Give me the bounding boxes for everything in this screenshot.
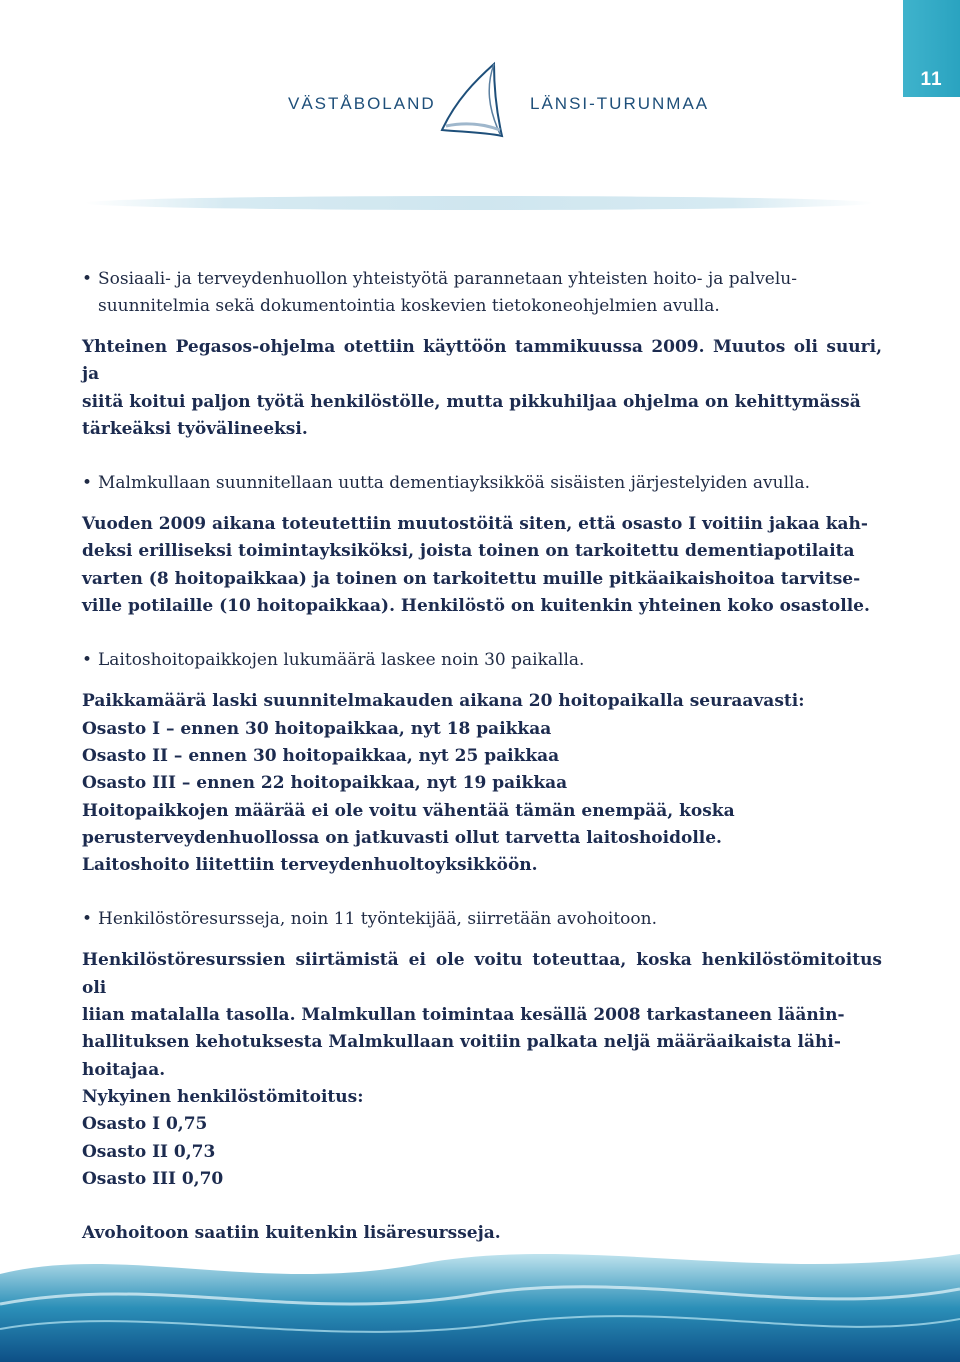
paragraph-4: Henkilöstöresurssien siirtämistä ei ole voitu toteuttaa, koska henkilöstömitoitus oli liian matalalla tasolla. Malmkullan toimintaa kesällä 2008 tarkastaneen läänin- hallituksen kehotuksesta Malmkullaan voitiin palkata neljä määräaikaista lähi- hoitajaa. Nykyinen henkilöstömitoitus: Osasto I 0,75 Osasto II 0,73 Osasto III 0,70 (82, 950, 882, 1189)
closing-line: Avohoitoon saatiin kuitenkin lisäresursseja. (82, 1223, 501, 1244)
brand-finnish-name: LÄNSI-TURUNMAA (530, 94, 710, 113)
main-content (82, 266, 882, 1247)
paragraph-1: Yhteinen Pegasos-ohjelma otettiin käyttöön tammikuussa 2009. Muutos oli suuri, ja siitä koitui paljon työtä henkilöstölle, mutta pikkuhiljaa ohjelma on kehittymässä tärkeäksi työvälineeksi. (82, 337, 882, 439)
brand-swedish-name: VÄSTÅBOLAND (288, 94, 436, 113)
bullet-4: • Henkilöstöresursseja, noin 11 työntekijää, siirretään avohoitoon. (82, 909, 657, 930)
sail-logo-icon (436, 60, 516, 140)
header-divider (84, 196, 874, 210)
page-number-tab (903, 0, 960, 97)
paragraph-2: Vuoden 2009 aikana toteutettiin muutostöitä siten, että osasto I voitiin jakaa kah- deksi erilliseksi toimintayksiköksi, joista toinen on tarkoitettu dementiapotilaita varten (8 hoitopaikkaa) ja toinen on tarkoitettu muille pitkäaikaishoitoa tarvitse- ville potilaille (10 hoitopaikkaa). Henkilöstö on kuitenkin yhteinen koko osastolle. (82, 514, 870, 617)
bullet-3: • Laitoshoitopaikkojen lukumäärä laskee noin 30 paikalla. (82, 650, 585, 671)
decorative-waves (0, 1234, 960, 1362)
bullet-1-continuation: suunnitelmia sekä dokumentointia koskevien tietokoneohjelmien avulla. (98, 296, 720, 316)
bullet-2: • Malmkullaan suunnitellaan uutta dementiayksikköä sisäisten järjestelyiden avulla. (82, 473, 810, 494)
bullet-1: • Sosiaali- ja terveydenhuollon yhteistyötä parannetaan yhteisten hoito- ja palvelu- (82, 269, 798, 289)
page-number: 11 (920, 69, 943, 90)
paragraph-3: Paikkamäärä laski suunnitelmakauden aikana 20 hoitopaikalla seuraavasti: Osasto I – ennen 30 hoitopaikkaa, nyt 18 paikkaa Osasto II – ennen 30 hoitopaikkaa, nyt 25 paikkaa Osasto III – ennen 22 hoitopaikkaa, nyt 19 paikkaa Hoitopaikkojen määrää ei ole voitu vähentää tämän enempää, koska perusterveydenhuollossa on jatkuvasti ollut tarvetta laitoshoidolle. Laitoshoito liitettiin terveydenhuoltoyksikköön. (82, 691, 805, 876)
